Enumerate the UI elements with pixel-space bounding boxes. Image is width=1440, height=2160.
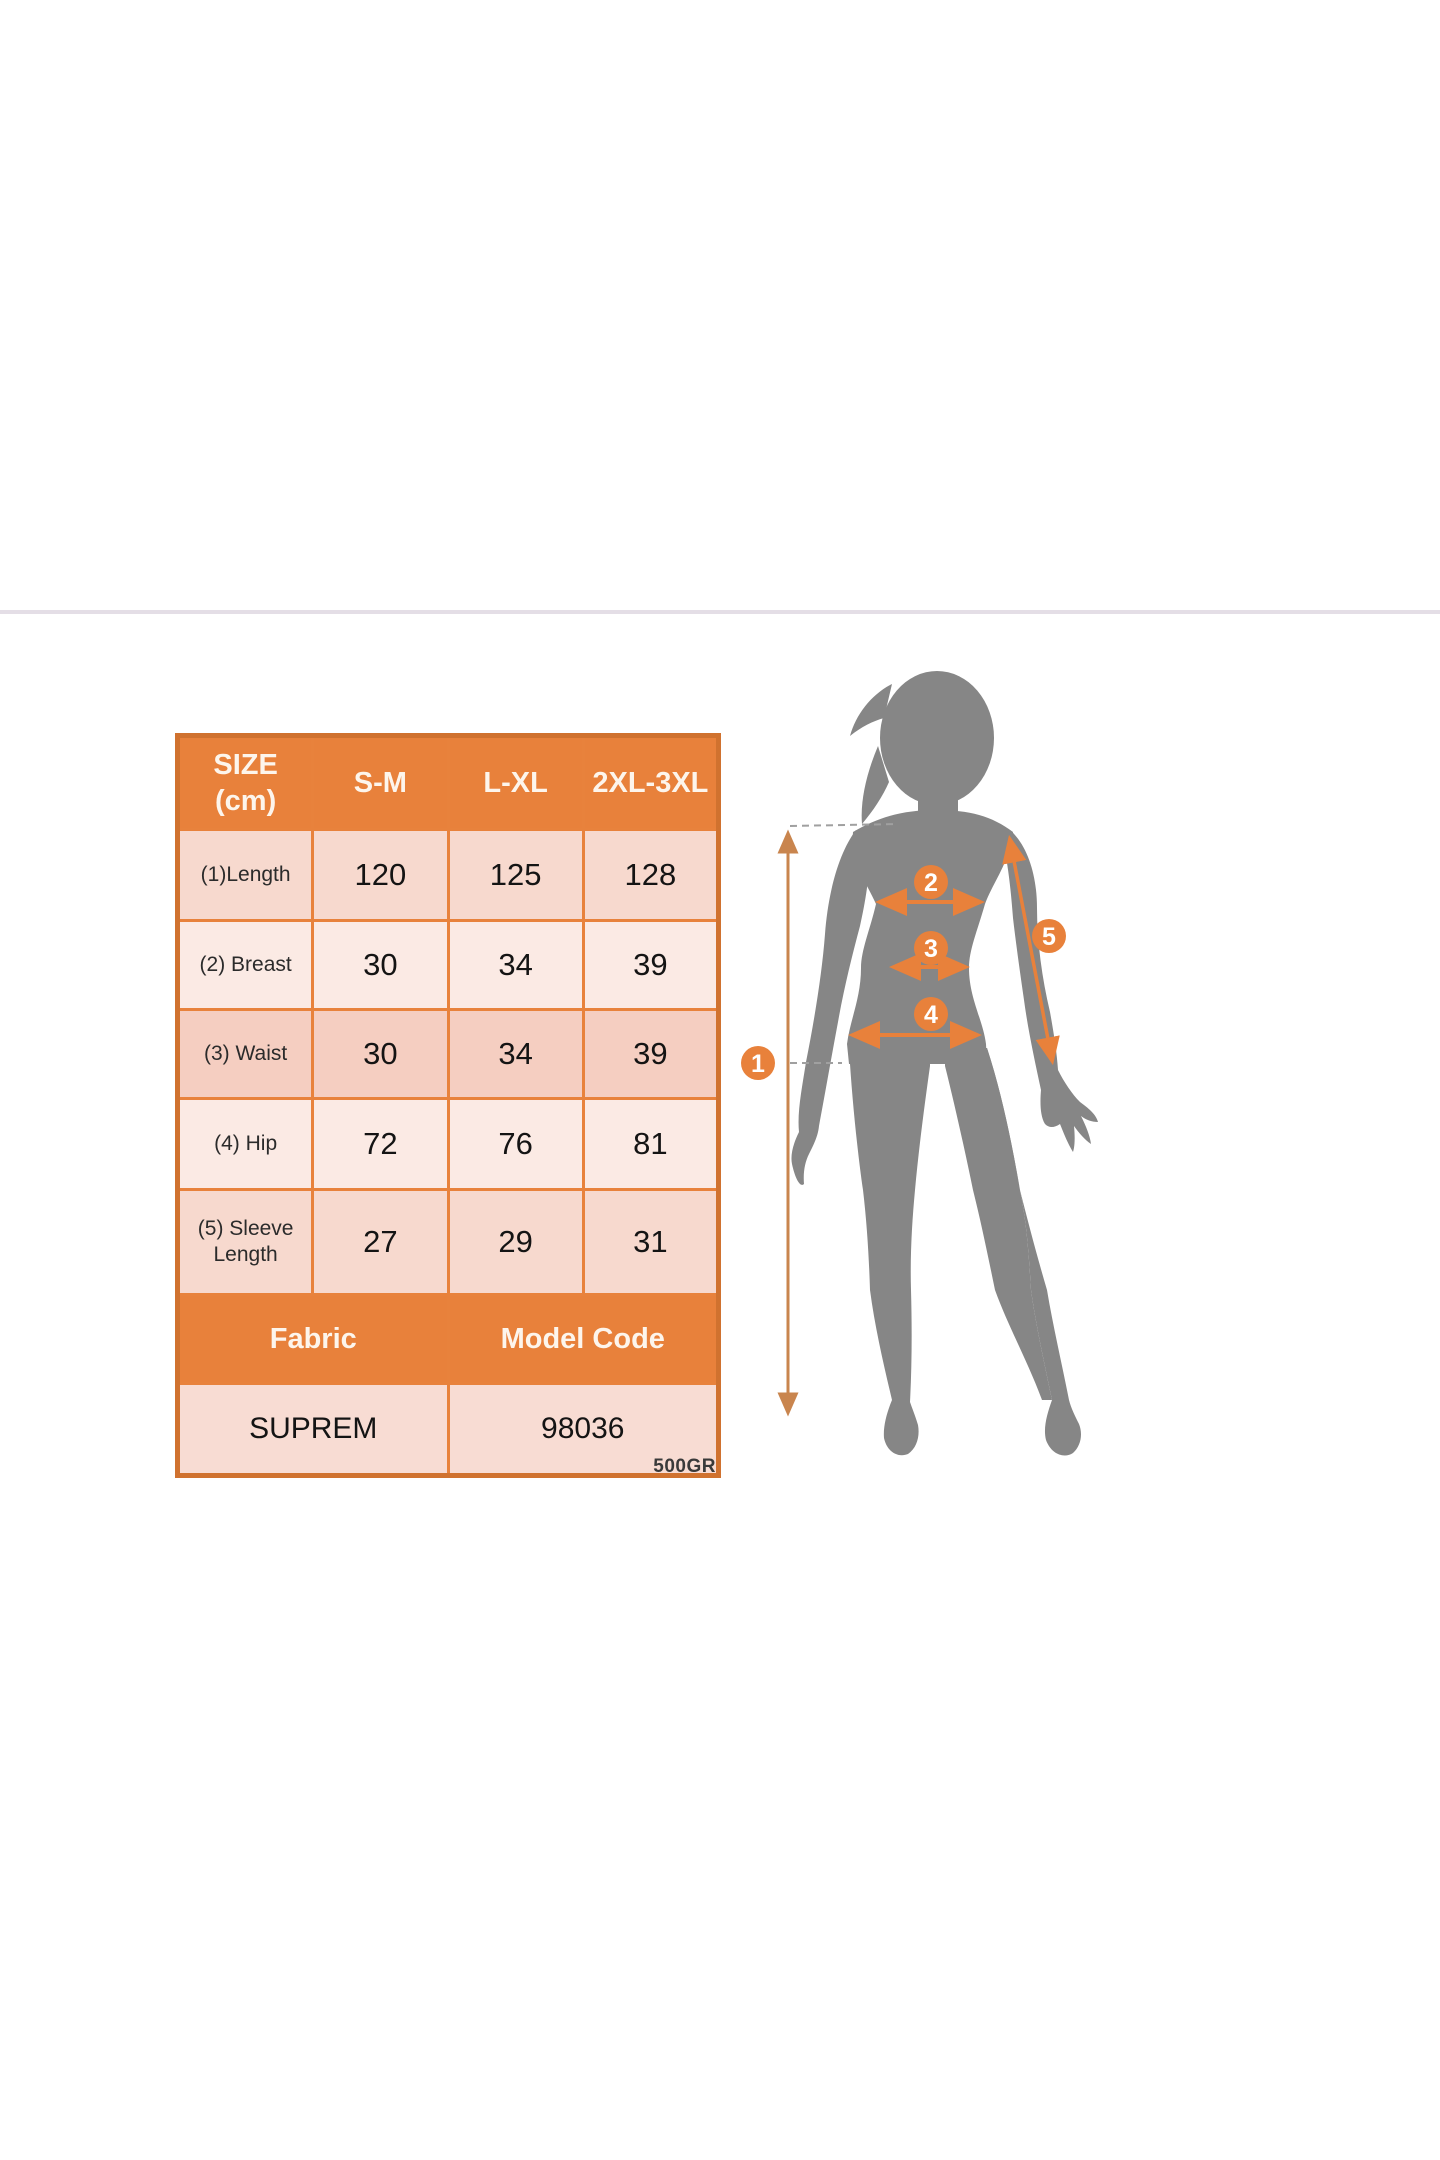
marker-3 — [914, 931, 948, 965]
svg-text:1: 1 — [751, 1050, 765, 1078]
size-value: 76 — [448, 1099, 583, 1190]
model-code-header: Model Code — [448, 1295, 719, 1384]
col-header-2xl-3xl: 2XL-3XL — [583, 736, 718, 830]
size-table — [175, 733, 721, 1478]
size-value: 27 — [313, 1190, 448, 1295]
size-unit-header — [178, 736, 313, 830]
svg-text:5: 5 — [1042, 923, 1056, 951]
size-header-line2: (cm) — [215, 785, 277, 817]
fabric-header: Fabric — [178, 1295, 449, 1384]
svg-text:3: 3 — [924, 935, 938, 963]
table-row-length — [178, 830, 719, 921]
size-value: 125 — [448, 830, 583, 921]
svg-text:2: 2 — [924, 869, 938, 897]
marker-5 — [1032, 919, 1066, 953]
row-label-hip: (4) Hip — [178, 1099, 313, 1190]
size-value: 72 — [313, 1099, 448, 1190]
size-value: 120 — [313, 830, 448, 921]
row-label-breast: (2) Breast — [178, 921, 313, 1010]
fabric-value: SUPREM — [178, 1384, 449, 1476]
table-row-sleeve — [178, 1190, 719, 1295]
size-value: 81 — [583, 1099, 718, 1190]
model-code-value: 98036 — [448, 1384, 719, 1476]
size-value: 29 — [448, 1190, 583, 1295]
row-label-waist: (3) Waist — [178, 1010, 313, 1099]
table-header-row — [178, 736, 719, 830]
table-row-waist — [178, 1010, 719, 1099]
body-measurement-figure — [740, 650, 1140, 1490]
table-row-breast — [178, 921, 719, 1010]
size-value: 30 — [313, 921, 448, 1010]
size-value: 31 — [583, 1190, 718, 1295]
size-header-line1: SIZE — [213, 748, 278, 781]
col-header-s-m: S-M — [313, 736, 448, 830]
size-value: 39 — [583, 1010, 718, 1099]
svg-text:4: 4 — [924, 1001, 938, 1029]
female-silhouette — [791, 671, 1098, 1455]
table-row-hip — [178, 1099, 719, 1190]
top-divider-line — [0, 610, 1440, 614]
marker-2 — [914, 865, 948, 899]
row-label-length: (1)Length — [178, 830, 313, 921]
size-value: 30 — [313, 1010, 448, 1099]
marker-4 — [914, 997, 948, 1031]
marker-1 — [741, 1046, 775, 1080]
size-value: 39 — [583, 921, 718, 1010]
size-value: 34 — [448, 921, 583, 1010]
col-header-l-xl: L-XL — [448, 736, 583, 830]
size-value: 128 — [583, 830, 718, 921]
row-label-sleeve: (5) Sleeve Length — [178, 1190, 313, 1295]
size-value: 34 — [448, 1010, 583, 1099]
table-info-header-row — [178, 1295, 719, 1384]
weight-note: 500GR — [653, 1456, 716, 1477]
